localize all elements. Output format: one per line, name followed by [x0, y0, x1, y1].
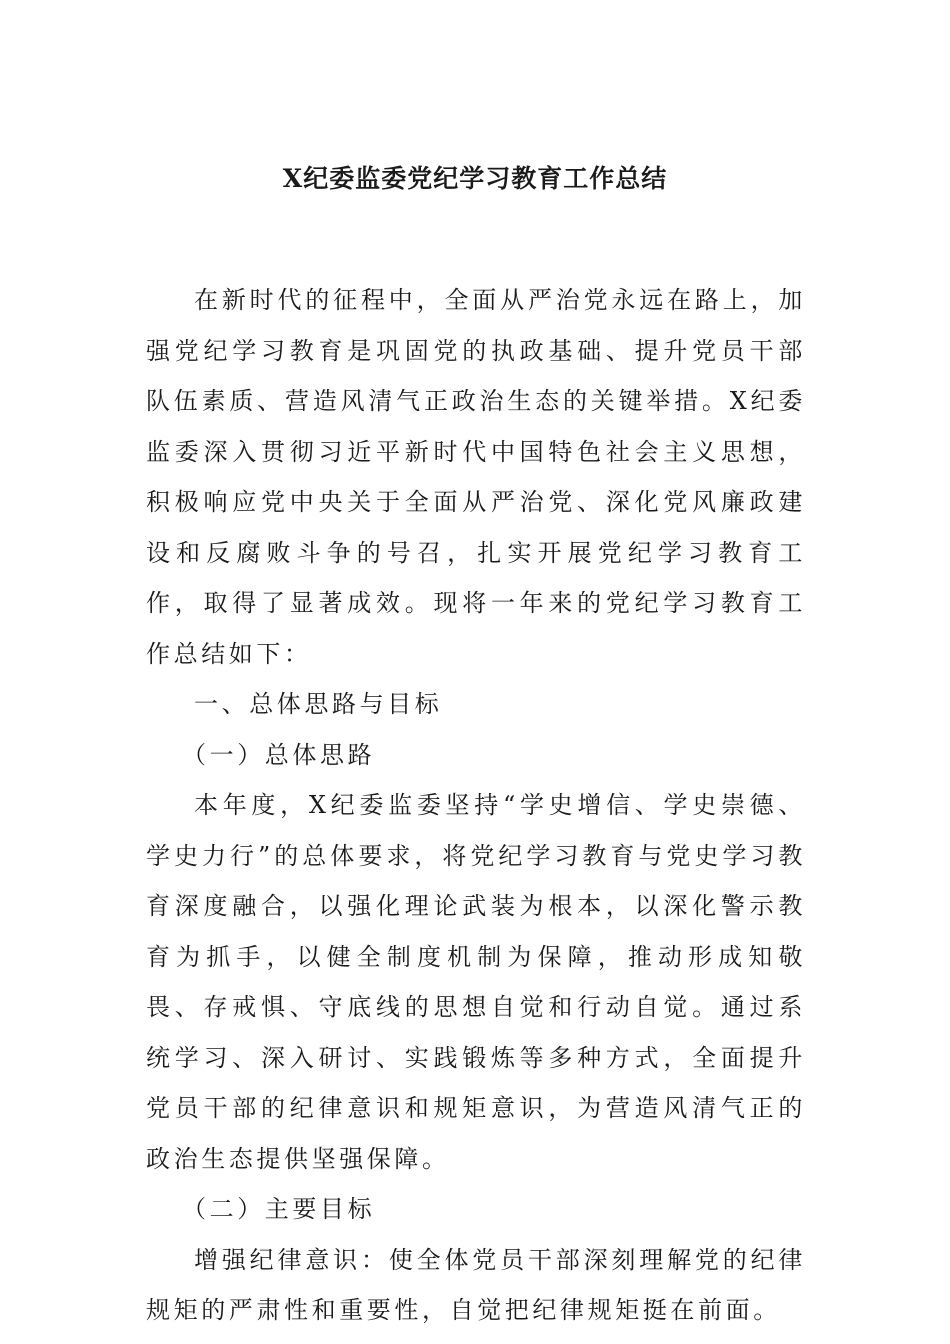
subsection-heading-goals: （二）主要目标 — [182, 1195, 376, 1223]
goals-paragraph: 增强纪律意识：使全体党员干部深刻理解党的纪律规矩的严肃性和重要性，自觉把纪律规矩挺在前面。 — [146, 1245, 806, 1324]
approach-paragraph: 本年度，X纪委监委坚持“学史增信、学史崇德、学史力行”的总体要求，将党纪学习教育与党史学习教育深度融合，以强化理论武装为根本，以深化警示教育为抓手，以健全制度机制为保障，推动形成知敬畏、存戒惧、守底线的思想自觉和行动自觉。通过系统学习、深入研讨、实践锻炼等多种方式，全面提升党员干部的纪律意识和规矩意识，为营造风清气正的政治生态提供坚强保障。 — [146, 791, 806, 1173]
subsection-heading-approach: （一）总体思路 — [182, 740, 376, 769]
section-heading-overall: 一、总体思路与目标 — [194, 690, 443, 718]
document-title: X纪委监委党纪学习教育工作总结 — [282, 164, 668, 193]
intro-paragraph: 在新时代的征程中，全面从严治党永远在路上，加强党纪学习教育是巩固党的执政基础、提升党员干部队伍素质、营造风清气正政治生态的关键举措。X纪委监委深入贯彻习近平新时代中国特色社会主义思想，积极响应党中央关于全面从严治党、深化党风廉政建设和反腐败斗争的号召，扎实开展党纪学习教育工作，取得了显著成效。现将一年来的党纪学习教育工作总结如下： — [146, 286, 806, 668]
document-body — [146, 275, 806, 1336]
